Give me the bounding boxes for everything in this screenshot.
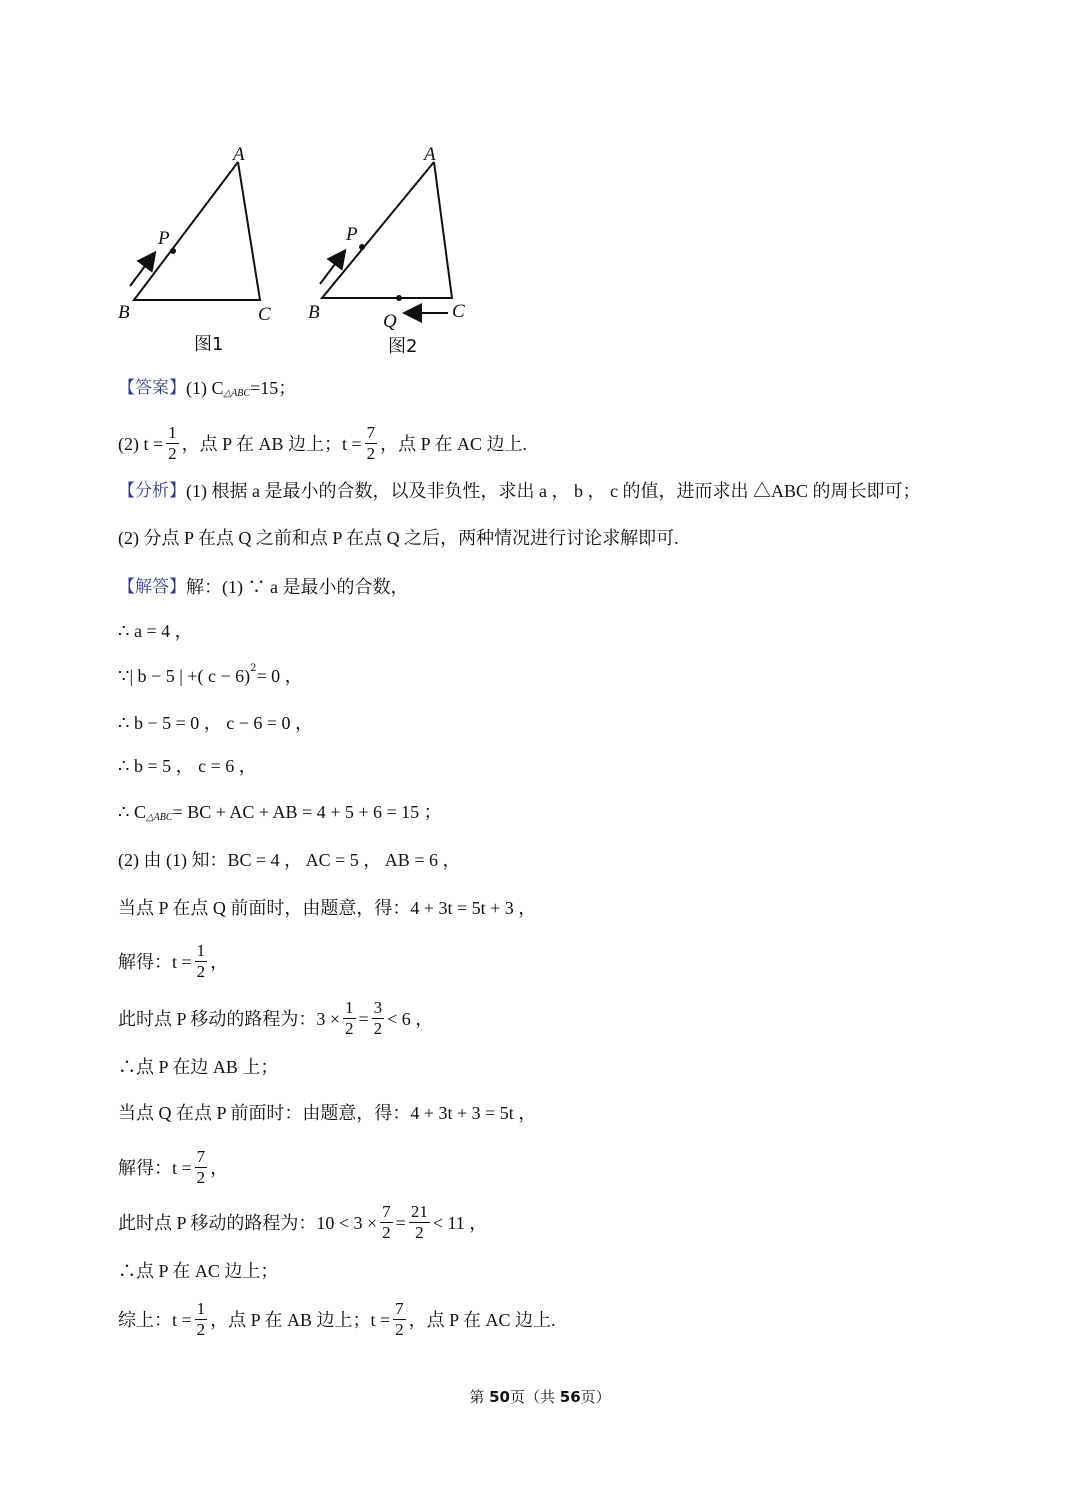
solution-s8: 当点 P 在点 Q 前面时，由题意，得：4 + 3t = 5t + 3 ，	[118, 898, 537, 918]
solution-line-5	[118, 755, 257, 777]
figures-svg	[110, 140, 490, 370]
solution-s9-a: 解得：t =	[118, 951, 192, 972]
solution-s5: ∴ b = 5 ， c = 6 ，	[118, 756, 257, 776]
figure-2	[308, 144, 465, 357]
analysis-1-text: (1) 根据 a 是最小的合数，以及非负性，求出 a ， b ， c 的值，进而求出 △ABC 的周长即可；	[186, 481, 921, 501]
footer-pre: 第	[469, 1388, 490, 1406]
solution-s14-a: 此时点 P 移动的路程为：10 < 3 ×	[118, 1212, 378, 1233]
answer-line-1	[118, 377, 296, 399]
solution-s16-b: ，点 P 在 AB 边上；t =	[210, 1309, 391, 1330]
solution-line-3	[118, 665, 303, 687]
solution-s2: ∴ a = 4 ，	[118, 621, 193, 641]
point-q-2	[396, 295, 402, 301]
caption-figure-2: 图2	[388, 336, 418, 357]
point-p-1	[170, 248, 176, 254]
frac-num: 1	[168, 423, 177, 442]
solution-s13-a: 解得：t =	[118, 1157, 192, 1178]
frac-den: 2	[415, 1223, 424, 1242]
solution-s6-b: = BC + AC + AB = 4 + 5 + 6 = 15 ；	[172, 802, 442, 822]
analysis-line-1	[118, 480, 920, 502]
solution-s14-c: < 11 ，	[432, 1212, 488, 1233]
frac-den: 2	[168, 444, 177, 463]
arrow-p-1	[130, 254, 154, 286]
solution-s1: 解：(1) ∵ a 是最小的合数，	[186, 577, 409, 597]
solution-s11: ∴点 P 在边 AB 上；	[118, 1057, 279, 1077]
solution-line-14	[118, 1203, 487, 1242]
analysis-line-2	[118, 527, 679, 549]
label-p-1: P	[158, 228, 170, 249]
frac-den: 2	[373, 1019, 383, 1038]
fraction-seven-half	[380, 1203, 393, 1242]
solution-s10-c: < 6 ，	[387, 1008, 434, 1029]
answer-1-text: (1) C	[186, 378, 224, 398]
solution-s4: ∴ b − 5 = 0 ， c − 6 = 0 ，	[118, 713, 314, 733]
frac-den: 2	[382, 1223, 391, 1242]
label-c-1: C	[258, 304, 271, 325]
fraction-seven-half	[195, 1148, 208, 1187]
footer-page-number: 50	[489, 1388, 510, 1406]
solution-line-1	[118, 576, 408, 598]
answer-2-b: ，点 P 在 AB 边上；t =	[181, 433, 362, 454]
solution-s12: 当点 Q 在点 P 前面时：由题意，得：4 + 3t + 3 = 5t ，	[118, 1103, 537, 1123]
caption-figure-1: 图1	[194, 334, 224, 355]
frac-den: 2	[366, 444, 376, 463]
frac-num: 21	[410, 1202, 428, 1221]
solution-s10-b: =	[358, 1008, 369, 1029]
solution-line-2	[118, 620, 193, 642]
solution-tag: 【解答】	[118, 577, 186, 597]
frac-den: 2	[196, 1168, 206, 1187]
footer-total-pages: 56	[559, 1388, 581, 1406]
solution-s9-b: ，	[210, 951, 229, 972]
frac-den: 2	[196, 1320, 206, 1339]
solution-line-4	[118, 712, 313, 734]
label-b-1: B	[118, 302, 130, 323]
solution-s16-c: ，点 P 在 AC 边上.	[408, 1309, 556, 1330]
solution-line-15	[118, 1260, 278, 1282]
arrow-p-2	[320, 252, 344, 284]
solution-line-8	[118, 897, 536, 919]
solution-line-12	[118, 1102, 536, 1124]
fraction-half	[195, 1300, 208, 1339]
fraction-three-half	[372, 999, 385, 1038]
label-a-2: A	[424, 144, 436, 165]
triangle-abc-2	[322, 162, 452, 298]
footer-mid: 页（共	[509, 1388, 560, 1406]
solution-s3-a: ∵| b − 5 | +( c − 6)	[118, 666, 251, 686]
solution-s10-a: 此时点 P 移动的路程为：3 ×	[118, 1008, 340, 1029]
frac-num: 1	[196, 1299, 206, 1318]
fraction-half	[166, 424, 179, 463]
solution-line-13	[118, 1148, 228, 1187]
solution-s6-a: ∴ C	[118, 802, 146, 822]
solution-line-9	[118, 942, 228, 981]
triangle-figures	[110, 140, 490, 370]
answer-tag: 【答案】	[118, 378, 186, 398]
answer-2-c: ，点 P 在 AC 边上.	[380, 433, 527, 454]
fraction-seven-half	[365, 424, 378, 463]
solution-s14-b: =	[395, 1212, 406, 1233]
solution-s6-sub: △ABC	[145, 812, 173, 823]
frac-num: 7	[382, 1202, 391, 1221]
solution-line-16	[118, 1300, 556, 1339]
fraction-half	[343, 999, 356, 1038]
frac-num: 1	[196, 941, 206, 960]
solution-s3-b: = 0 ，	[256, 666, 303, 686]
frac-num: 1	[345, 998, 354, 1017]
solution-line-7	[118, 849, 460, 871]
solution-s7: (2) 由 (1) 知：BC = 4 ， AC = 5 ， AB = 6 ，	[118, 850, 461, 870]
frac-den: 2	[196, 962, 206, 981]
frac-num: 7	[196, 1147, 206, 1166]
answer-1-tail: =15；	[250, 378, 297, 398]
solution-s16-a: 综上：t =	[118, 1309, 192, 1330]
analysis-2-text: (2) 分点 P 在点 Q 之前和点 P 在点 Q 之后，两种情况进行讨论求解即可.	[118, 528, 679, 548]
solution-s3-sup: 2	[250, 663, 257, 674]
solution-line-6	[118, 801, 442, 823]
answer-line-2	[118, 424, 527, 463]
frac-den: 2	[345, 1019, 354, 1038]
fraction-half	[195, 942, 208, 981]
solution-s13-b: ，	[210, 1157, 229, 1178]
label-c-2: C	[452, 301, 465, 322]
fraction-21-half	[409, 1203, 430, 1242]
analysis-tag: 【分析】	[118, 481, 186, 501]
label-q-2: Q	[383, 311, 397, 332]
figure-1	[118, 144, 271, 355]
label-p-2: P	[346, 224, 358, 245]
fraction-seven-half	[393, 1300, 406, 1339]
point-p-2	[359, 244, 365, 250]
solution-s15: ∴点 P 在 AC 边上；	[118, 1261, 279, 1281]
answer-2-a: (2) t =	[118, 433, 164, 454]
label-b-2: B	[308, 302, 320, 323]
answer-1-sub: △ABC	[223, 388, 251, 399]
frac-num: 3	[373, 998, 383, 1017]
frac-num: 7	[395, 1299, 404, 1318]
label-a-1: A	[233, 144, 245, 165]
solution-line-11	[118, 1056, 278, 1078]
triangle-abc-1	[134, 162, 260, 300]
page-footer	[0, 1386, 1080, 1407]
frac-den: 2	[395, 1320, 404, 1339]
solution-line-10	[118, 999, 433, 1038]
footer-post: 页）	[580, 1388, 611, 1406]
frac-num: 7	[366, 423, 376, 442]
